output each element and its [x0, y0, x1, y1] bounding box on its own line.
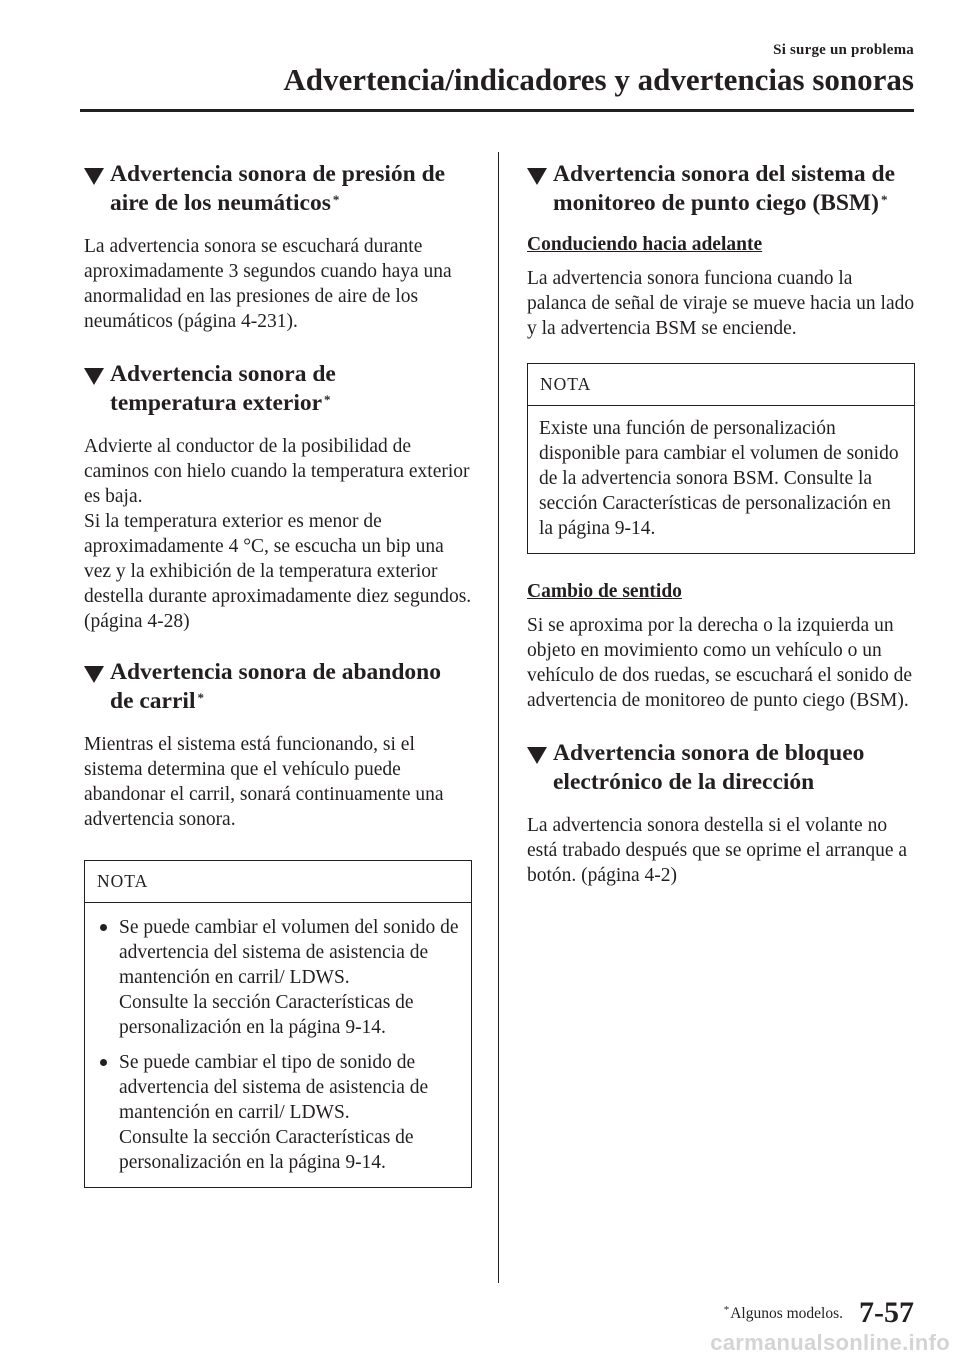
section-body: Si se aproxima por la derecha o la izquierda un objeto en movimiento como un vehículo o un vehículo de dos ruedas, se escuchará el sonido de advertencia de monitoreo de punto ciego (BSM).: [527, 615, 912, 711]
subheading-forward: Conduciendo hacia adelante: [527, 234, 763, 255]
triangle-bullet-icon: [84, 666, 104, 683]
nota-title: NOTA: [528, 364, 914, 406]
section-body: [84, 434, 472, 634]
nota-title: NOTA: [85, 861, 471, 903]
footer-note-text: Algunos modelos.: [730, 1305, 843, 1322]
bullet-reference: Consulte la sección Características de personalización en la página 9-14.: [119, 992, 414, 1038]
section-tire-pressure: [84, 160, 472, 334]
bullet-text: Se puede cambiar el tipo de sonido de advertencia del sistema de asistencia de mantención en carril/ LDWS.: [119, 1052, 429, 1123]
body-paragraph-1: Advierte al conductor de la posibilidad de caminos con hielo cuando la temperatura exterior es baja.: [84, 436, 470, 507]
section-lane-departure: [84, 658, 472, 1188]
section-bsm: [527, 160, 915, 713]
nota-box: [527, 363, 915, 554]
bullet-text: Se puede cambiar el volumen del sonido de advertencia del sistema de asistencia de mantención en carril/ LDWS.: [119, 917, 459, 988]
heading-line1: Advertencia sonora del sistema de: [553, 161, 896, 187]
section-heading: [84, 658, 472, 716]
page-footer: [724, 1296, 914, 1330]
triangle-bullet-icon: [84, 168, 104, 185]
page-number: 7-57: [859, 1296, 914, 1329]
asterisk-icon: *: [723, 1304, 730, 1316]
header-section-label: Si surge un problema: [773, 42, 914, 58]
heading-line2: de carril: [110, 688, 196, 714]
bullet-item: [96, 915, 461, 1040]
left-column: [84, 160, 472, 1218]
section-heading: [84, 360, 472, 418]
subheading-direction-change: Cambio de sentido: [527, 581, 682, 602]
nota-body: [85, 903, 471, 1187]
heading-line1: Advertencia sonora de abandono: [110, 659, 441, 685]
asterisk-icon: *: [332, 192, 340, 207]
bullet-dot-icon: [100, 1059, 107, 1066]
heading-line1: Advertencia sonora de: [110, 361, 336, 387]
section-heading: [84, 160, 472, 218]
triangle-bullet-icon: [84, 368, 104, 385]
right-column: [527, 160, 915, 912]
section-heading: [527, 160, 915, 218]
heading-line1: Advertencia sonora de bloqueo: [553, 740, 865, 766]
bullet-dot-icon: [100, 924, 107, 931]
column-divider: [498, 152, 499, 1283]
body-paragraph-2: Si la temperatura exterior es menor de aproximadamente 4 °C, se escucha un bip una vez y la exhibición de la temperatura exterior destella durante aproximadamente diez segundos. (página 4-28): [84, 511, 472, 632]
nota-body: Existe una función de personalización disponible para cambiar el volumen de sonido de la advertencia sonora BSM. Consulte la sección Características de personalización en la página 9-14.: [539, 418, 899, 539]
triangle-bullet-icon: [527, 747, 547, 764]
footer-note: [724, 1305, 843, 1322]
section-body: Mientras el sistema está funcionando, si el sistema determina que el vehículo puede abandonar el carril, sonará continuamente una advertencia sonora.: [84, 734, 444, 830]
section-body: La advertencia sonora se escuchará durante aproximadamente 3 segundos cuando haya una anormalidad en las presiones de aire de los neumáticos (página 4-231).: [84, 236, 452, 332]
heading-line2: temperatura exterior: [110, 390, 323, 416]
triangle-bullet-icon: [527, 168, 547, 185]
heading-line2: electrónico de la dirección: [553, 769, 815, 795]
section-heading: [527, 739, 915, 797]
heading-line1: Advertencia sonora de presión de: [110, 161, 446, 187]
bullet-item: [96, 1050, 461, 1175]
section-body: La advertencia sonora destella si el volante no está trabado después que se oprime el arranque a botón. (página 4-2): [527, 815, 908, 886]
watermark: carmanualsonline.info: [710, 1330, 950, 1355]
heading-line2: aire de los neumáticos: [110, 190, 331, 216]
asterisk-icon: *: [197, 690, 204, 705]
heading-line2: monitoreo de punto ciego (BSM): [553, 190, 879, 216]
bullet-reference: Consulte la sección Características de personalización en la página 9-14.: [119, 1127, 414, 1173]
asterisk-icon: *: [324, 392, 331, 407]
nota-box: [84, 860, 472, 1188]
section-outside-temp: [84, 360, 472, 634]
chapter-title: Advertencia/indicadores y advertencias sonoras: [283, 62, 914, 97]
section-steering-lock: [527, 739, 915, 888]
section-body: La advertencia sonora funciona cuando la palanca de señal de viraje se mueve hacia un lado y la advertencia BSM se enciende.: [527, 268, 915, 339]
asterisk-icon: *: [880, 192, 888, 207]
header-rule: [80, 109, 914, 112]
